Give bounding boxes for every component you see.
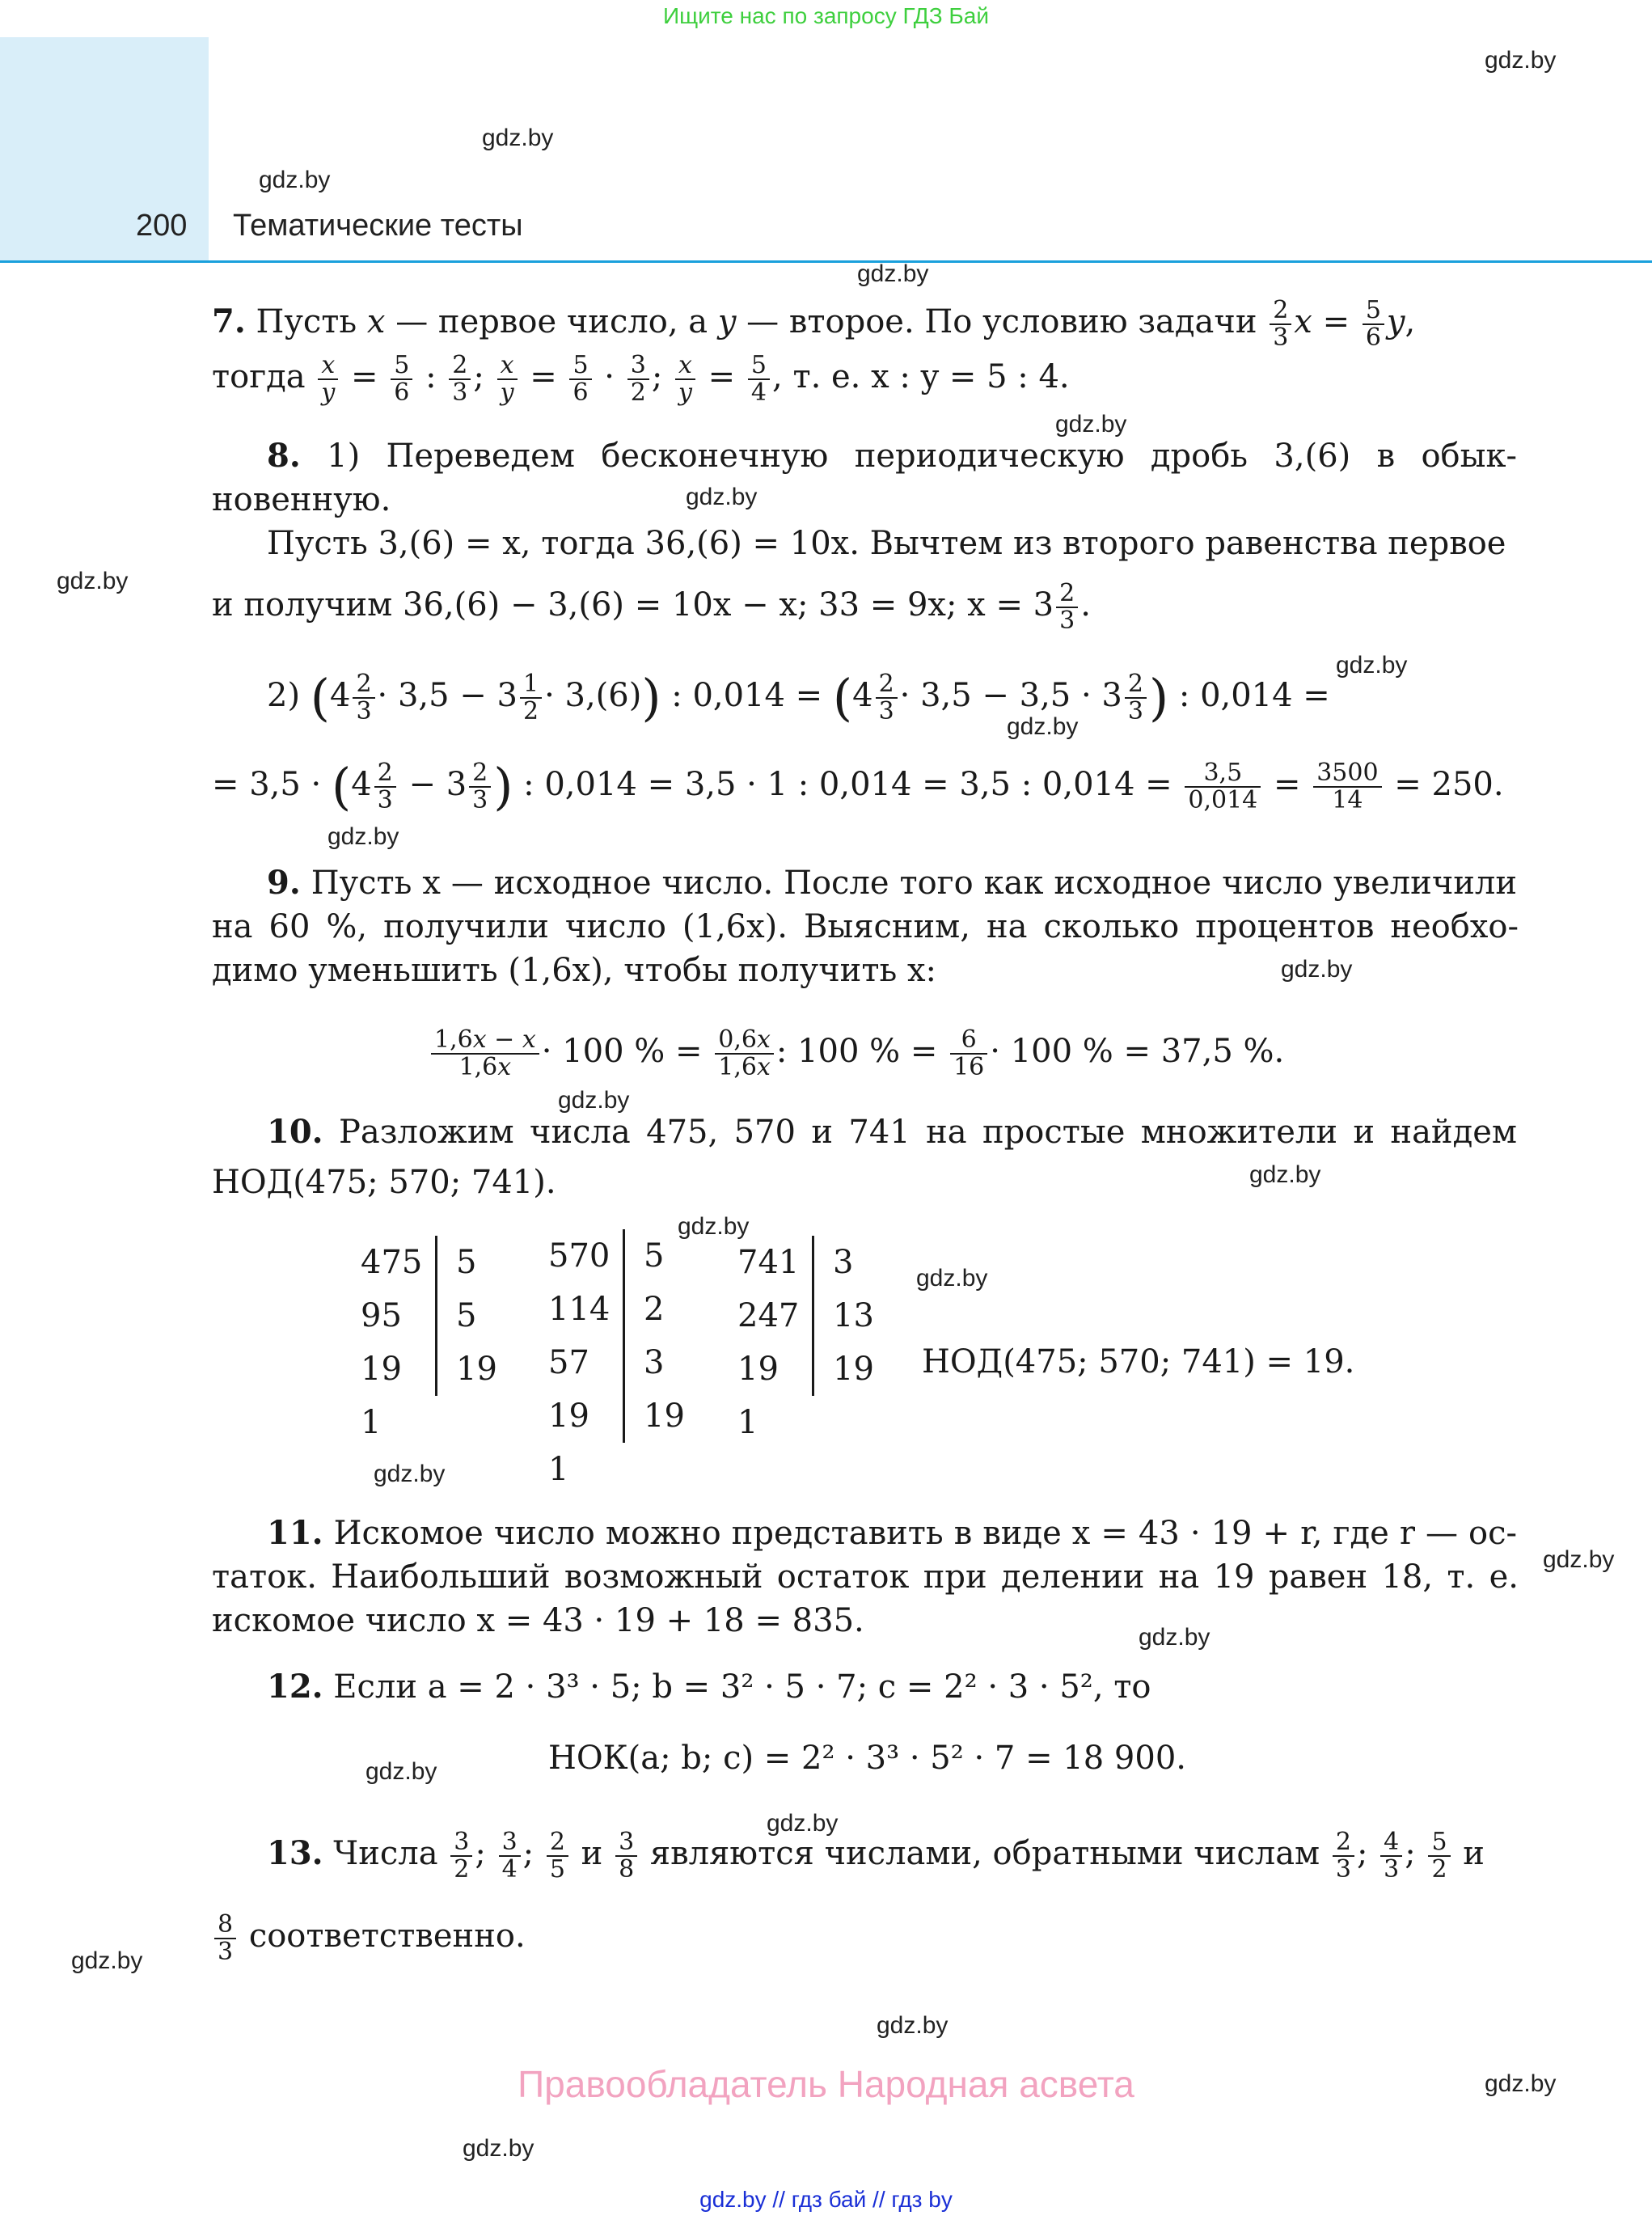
watermark: gdz.by (857, 260, 929, 287)
watermark: gdz.by (1281, 956, 1353, 983)
copyright-owner: Правообладатель Народная асвета (518, 2063, 1134, 2105)
watermark: gdz.by (1055, 411, 1127, 438)
watermark: gdz.by (365, 1758, 437, 1785)
problem-8-line-3: Пусть 3,(6) = x, тогда 36,(6) = 10x. Вычтем из второго равенства первое (267, 525, 1506, 562)
watermark: gdz.by (1485, 47, 1557, 74)
watermark: gdz.by (1336, 652, 1408, 679)
problem-8-line-4: и получим 36,(6) − 3,(6) = 10x − x; 33 = 9x; x = 3 $\frac{2}{3}$ . (212, 579, 1091, 635)
watermark: gdz.by (327, 823, 399, 850)
problem-10-line-1: 10. Разложим числа 475, 570 и 741 на простые множители и найдем (267, 1113, 1517, 1151)
fraction: $\frac{5}{6}$ (1363, 298, 1384, 351)
watermark: gdz.by (1007, 713, 1079, 740)
problem-9-line-2: на 60 %, получили число (1,6x). Выясним, на сколько процентов необхо- (212, 908, 1519, 945)
problem-13-line-1: 13. Числа $\frac{3}{2}$ ; $\frac{3}{4}$ ; $\frac{2}{5}$ и $\frac{3}{8}$ являются числами, обратными числам $\frac{2}{3}$ ; $\frac{4}{3}$ ; $\frac{5}{2}$ и (267, 1828, 1485, 1884)
watermark: gdz.by (374, 1461, 446, 1487)
problem-12-line-1: 12. Если a = 2 · 3³ · 5; b = 3² · 5 · 7; c = 2² · 3 · 5², то (267, 1668, 1151, 1706)
problem-7-line-2: тогда $\frac{x}{y}$ = $\frac{5}{6}$ : $\frac{2}{3}$ ; $\frac{x}{y}$ = $\frac{5}{6}$ · $\frac{3}{2}$ ; $\frac{x}{y}$ = $\frac{5}{4}$ , т. е. x : y = 5 : 4. (212, 351, 1070, 407)
watermark: gdz.by (877, 2012, 949, 2039)
problem-11-line-3: искомое число x = 43 · 19 + 18 = 835. (212, 1602, 864, 1639)
problem-8-line-1: 8. 1) Переведем бесконечную периодическую дробь 3,(6) в обык- (267, 437, 1517, 475)
watermark: gdz.by (916, 1265, 988, 1292)
watermark: gdz.by (71, 1947, 143, 1974)
problem-8-expression-1: 2) (4 $\frac{2}{3}$ · 3,5 − 3 $\frac{1}{2}$ · 3,(6)) : 0,014 = (4 $\frac{2}{3}$ · 3,5 − 3,5 · 3 $\frac{2}{3}$ ) : 0,014 = (267, 668, 1330, 727)
problem-9-line-1: 9. Пусть x — исходное число. После того как исходное число увеличили (267, 864, 1517, 902)
watermark: gdz.by (1139, 1624, 1210, 1651)
page-number: 200 (136, 209, 188, 243)
watermark: gdz.by (558, 1087, 630, 1114)
watermark: gdz.by (482, 125, 554, 151)
problem-7-line-1: 7. Пусть x — первое число, а y — второе. По условию задачи $\frac{2}{3}$ x = $\frac{5}{6}$ y, (212, 296, 1416, 352)
problem-9-formula: $\frac{1,6x - x}{1,6x}$ · 100 % = $\frac{0,6x}{1,6x}$ : 100 % = $\frac{6}{16}$ · 100 % = 37,5 %. (429, 1027, 1284, 1080)
watermark: gdz.by (259, 167, 331, 193)
problem-11-line-1: 11. Искомое число можно представить в виде x = 43 · 19 + r, где r — ос- (267, 1514, 1517, 1552)
watermark: gdz.by (1249, 1161, 1321, 1188)
problem-12-line-2: НОК(a; b; c) = 2² · 3³ · 5² · 7 = 18 900. (548, 1740, 1186, 1777)
header-rule (0, 260, 1652, 263)
problem-11-line-2: таток. Наибольший возможный остаток при делении на 19 равен 18, т. е. (212, 1558, 1519, 1596)
watermark: gdz.by (686, 484, 758, 510)
problem-8-expression-2: = 3,5 · (4 $\frac{2}{3}$ − 3 $\frac{2}{3}$ ) : 0,014 = 3,5 · 1 : 0,014 = 3,5 : 0,014 = $\frac{3,5}{0,014}$ = $\frac{3500}{14}$ = 250. (212, 757, 1504, 816)
watermark: gdz.by (57, 568, 129, 594)
watermark: gdz.by (767, 1810, 839, 1837)
top-banner[interactable]: Ищите нас по запросу ГДЗ Бай (662, 3, 990, 28)
problem-10-line-2: НОД(475; 570; 741). (212, 1164, 556, 1201)
fraction: $\frac{2}{3}$ (1270, 298, 1291, 351)
watermark: gdz.by (1485, 2070, 1557, 2097)
watermark: gdz.by (463, 2135, 534, 2162)
watermark: gdz.by (678, 1213, 750, 1240)
page-title: Тематические тесты (233, 209, 523, 243)
problem-9-line-3: димо уменьшить (1,6x), чтобы получить x: (212, 952, 936, 989)
problem-8-line-2: новенную. (212, 481, 391, 518)
problem-13-line-2: $\frac{8}{3}$ соответственно. (212, 1912, 526, 1965)
footer-links[interactable]: gdz.by // гдз бай // гдз by (699, 2187, 953, 2212)
problem-10-result: НОД(475; 570; 741) = 19. (922, 1343, 1355, 1380)
watermark: gdz.by (1543, 1546, 1615, 1573)
